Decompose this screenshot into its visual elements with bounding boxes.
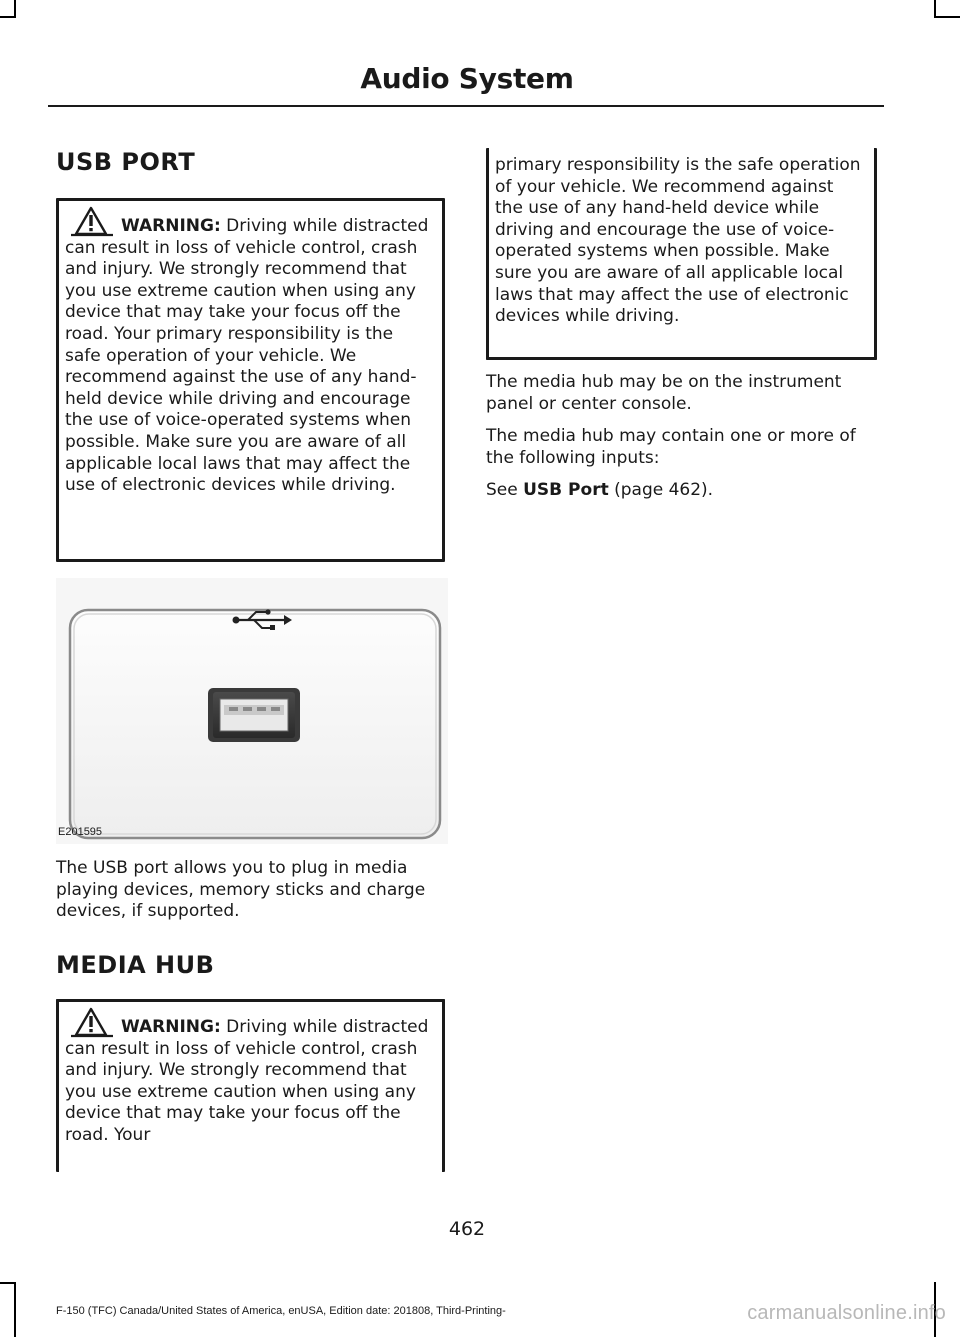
figure-code: E201595 — [58, 826, 103, 838]
see-prefix: See — [486, 480, 524, 500]
usb-port-description: The USB port allows you to plug in media playing devices, memory sticks and charge devices, if supported. — [56, 858, 426, 922]
header-rule — [48, 105, 884, 107]
usb-port-heading: USB PORT — [56, 148, 196, 176]
media-hub-warning-box-part2 — [486, 148, 877, 360]
see-suffix: (page 462). — [608, 480, 714, 500]
usb-socket-icon — [208, 688, 300, 742]
media-hub-location-text: The media hub may be on the instrument panel or center console. — [486, 372, 842, 414]
watermark: carmanualsonline.info — [747, 1302, 946, 1324]
warning-text: Driving while distracted can result in loss of vehicle control, crash and injury. We strongly recommend that you use extreme caution when using any device that may take your focus off the road. Your primary responsibility is the safe operation of your vehicle. We recommend against the use of any hand-held device while driving and encourage the use of voice-operated systems when possible. Make sure you are aware of all applicable local laws that may affect the use of electronic devices while driving. — [65, 216, 429, 496]
media-hub-inputs-text: The media hub may contain one or more of the following inputs: — [486, 426, 856, 468]
warning-text-continued: primary responsibility is the safe operation of your vehicle. We recommend against the use of any hand-held device while driving and encourage the use of voice-operated systems when possible. Make sure you are aware of all applicable local laws that may affect the use of electronic devices while driving. — [495, 155, 861, 327]
usb-port-warning-box — [56, 198, 445, 562]
crop-mark-top-left-h — [0, 16, 16, 18]
crop-mark-bottom-left-h — [0, 1282, 16, 1284]
crop-mark-bottom-left-v — [14, 1282, 16, 1337]
warning-label: WARNING: — [121, 1017, 221, 1037]
media-hub-see-reference — [486, 480, 881, 502]
usb-port-reference-link[interactable]: USB Port — [523, 480, 609, 500]
page-title: Audio System — [360, 62, 574, 95]
footer-edition: F-150 (TFC) Canada/United States of America, enUSA, Edition date: 201808, Third-Printing- — [56, 1305, 506, 1317]
warning-icon — [69, 1006, 115, 1038]
warning-label: WARNING: — [121, 216, 221, 236]
media-hub-heading: MEDIA HUB — [56, 951, 215, 979]
warning-text: Driving while distracted can result in loss of vehicle control, crash and injury. We strongly recommend that you use extreme caution when using any device that may take your focus off the road. Your — [65, 1017, 429, 1145]
warning-icon — [69, 205, 115, 237]
page-number: 462 — [448, 1218, 486, 1240]
usb-port-figure — [56, 578, 448, 844]
crop-mark-top-right-h — [934, 16, 960, 18]
media-hub-warning-box-part1 — [56, 999, 445, 1172]
